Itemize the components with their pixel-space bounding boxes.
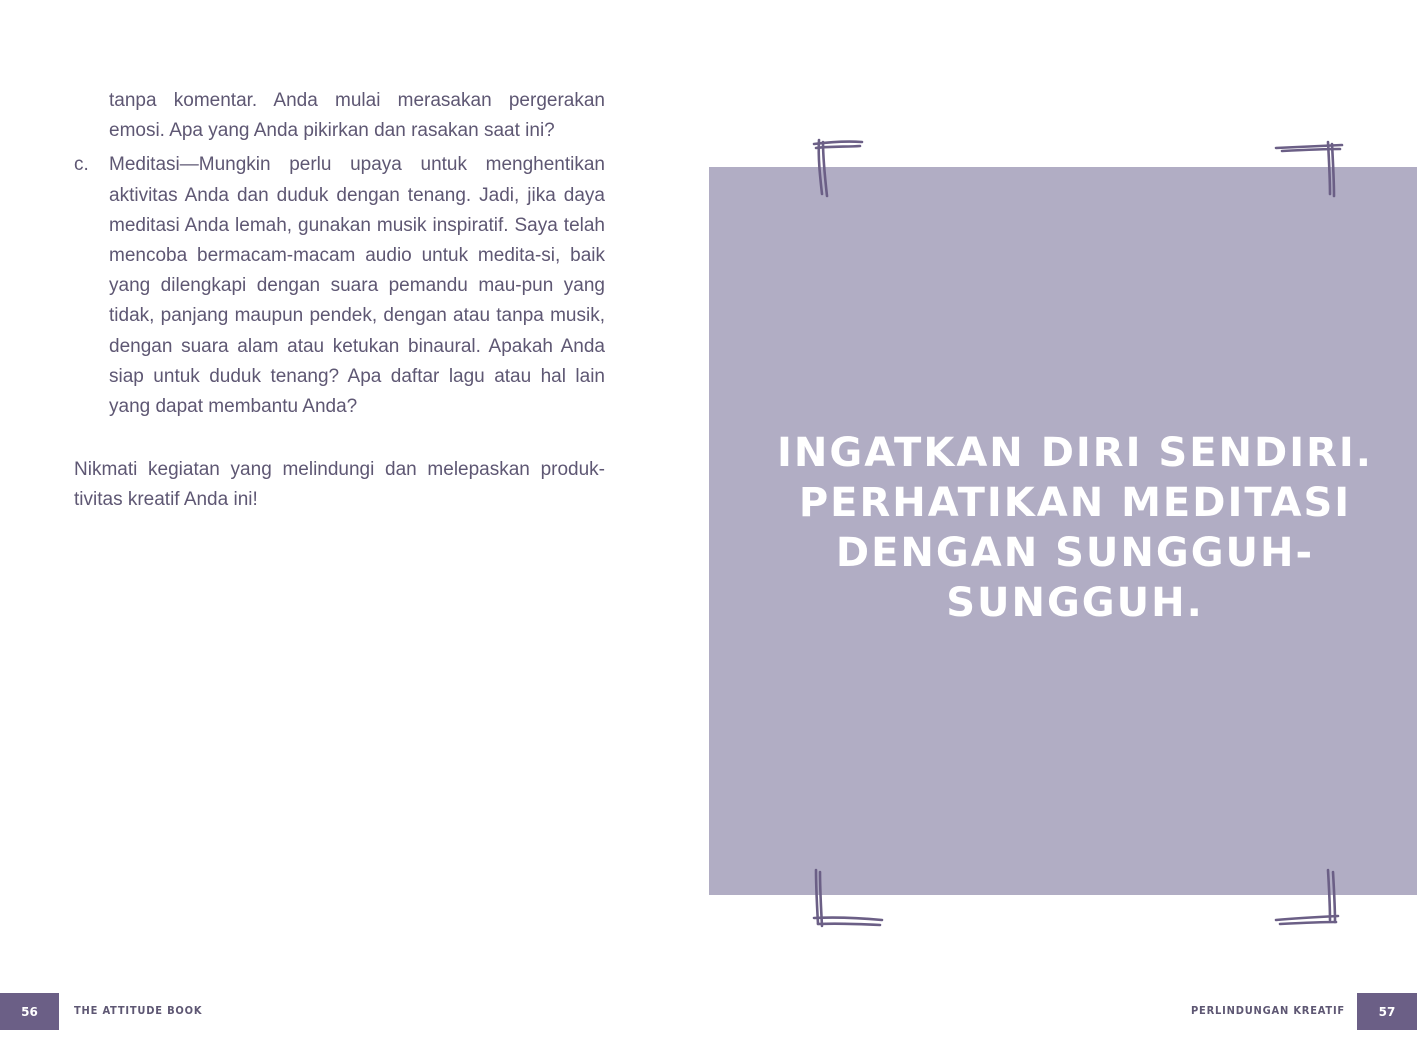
- running-head-right: PERLINDUNGAN KREATIF: [1191, 1004, 1345, 1017]
- body-text: [74, 86, 605, 516]
- quote-line-3: DENGAN SUNGGUH-: [835, 530, 1315, 576]
- list-marker: c.: [74, 154, 89, 176]
- quote-line-1: INGATKAN DIRI SENDIRI.: [777, 430, 1373, 476]
- quote-line-2: PERHATIKAN MEDITASI: [798, 480, 1352, 526]
- quote-line-4: SUNGGUH.: [946, 580, 1204, 626]
- continuation-paragraph: tanpa komentar. Anda mulai merasakan pergerakan emosi. Apa yang Anda pikirkan dan rasakan saat ini?: [109, 90, 605, 142]
- running-head-left: THE ATTITUDE BOOK: [74, 1004, 203, 1017]
- corner-bracket-top-right-icon: [1272, 136, 1346, 200]
- corner-bracket-bottom-right-icon: [1270, 866, 1346, 932]
- page-number-57: 57: [1357, 993, 1417, 1030]
- list-item-c: [74, 150, 605, 422]
- page-number-56: 56: [0, 993, 59, 1030]
- list-item-text: Meditasi—Mungkin perlu upaya untuk menghentikan aktivitas Anda dan duduk dengan tenang. Jadi, jika daya meditasi Anda lemah, gunakan musik inspiratif. Saya telah mencoba bermacam-macam audio untuk medita-si, baik yang dilengkapi dengan suara pemandu mau-pun yang tidak, panjang maupun pendek, dengan atau tanpa musik, dengan suara alam atau ketukan binaural. Apakah Anda siap untuk duduk tenang? Apa daftar lagu atau hal lain yang dapat membantu Anda?: [109, 154, 605, 418]
- pull-quote: [760, 428, 1390, 628]
- corner-bracket-top-left-icon: [810, 136, 866, 200]
- corner-bracket-bottom-left-icon: [810, 866, 886, 932]
- closing-paragraph: Nikmati kegiatan yang melindungi dan melepaskan produk-tivitas kreatif Anda ini!: [74, 459, 605, 511]
- left-page: [0, 0, 708, 1063]
